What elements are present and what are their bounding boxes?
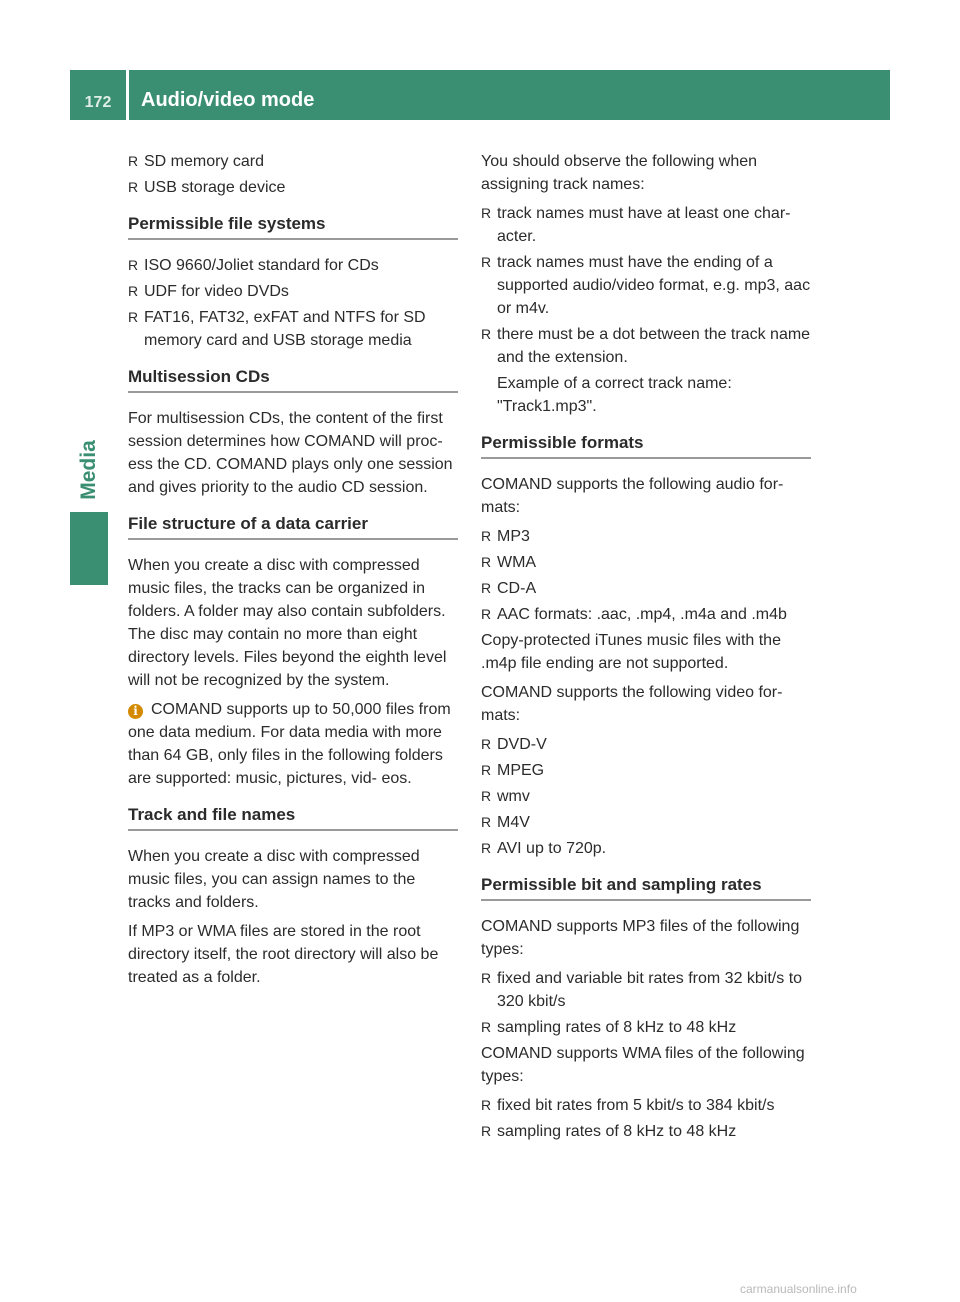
list-item: R AVI up to 720p. bbox=[481, 837, 811, 860]
list-item: R fixed bit rates from 5 kbit/s to 384 kbit/s bbox=[481, 1094, 811, 1117]
list-item: R FAT16, FAT32, exFAT and NTFS for SD memory card and USB storage media bbox=[128, 306, 458, 352]
right-column bbox=[481, 150, 811, 1146]
paragraph: When you create a disc with compressed music files, the tracks can be organized in folders. A folder may also contain subfolders. The disc may contain no more than eight directory levels. Files beyond the eighth level will not be recognized by the system. bbox=[128, 557, 447, 689]
list-item: R MP3 bbox=[481, 525, 811, 548]
list-item: R AAC formats: .aac, .mp4, .m4a and .m4b bbox=[481, 603, 811, 626]
paragraph: When you create a disc with compressed music files, you can assign names to the tracks and folders. bbox=[128, 848, 420, 911]
list-item: R M4V bbox=[481, 811, 811, 834]
list-item: R SD memory card bbox=[128, 150, 458, 173]
list-item: R MPEG bbox=[481, 759, 811, 782]
section-heading: File structure of a data carrier bbox=[128, 512, 458, 540]
list-item: R there must be a dot between the track name and the extension. bbox=[481, 323, 811, 369]
paragraph: If MP3 or WMA files are stored in the root directory itself, the root directory will also be treated as a folder. bbox=[128, 923, 439, 986]
example-text: Example of a correct track name: "Track1.mp3". bbox=[497, 375, 732, 415]
note-text: COMAND supports up to 50,000 files from one data medium. For data media with more than 64 GB, only files in the following folders are supported: music, pictures, vid- eos. bbox=[128, 701, 451, 787]
list-item: R USB storage device bbox=[128, 176, 458, 199]
header-divider bbox=[126, 70, 129, 120]
footer-watermark: carmanualsonline.info bbox=[740, 1282, 857, 1296]
side-tab-label: Media bbox=[77, 440, 101, 500]
side-tab-block bbox=[70, 512, 108, 585]
section-heading: Permissible bit and sampling rates bbox=[481, 873, 811, 901]
list-item: R DVD-V bbox=[481, 733, 811, 756]
page-number: 172 bbox=[84, 94, 112, 111]
section-heading: Multisession CDs bbox=[128, 365, 458, 393]
list-item: R WMA bbox=[481, 551, 811, 574]
list-item: R sampling rates of 8 kHz to 48 kHz bbox=[481, 1016, 811, 1039]
list-item: R UDF for video DVDs bbox=[128, 280, 458, 303]
paragraph: For multisession CDs, the content of the first session determines how COMAND will proc- ess the CD. COMAND plays only one session and gives priority to the audio CD session. bbox=[128, 410, 453, 496]
paragraph: You should observe the following when assigning track names: bbox=[481, 153, 758, 193]
paragraph: COMAND supports the following video for- mats: bbox=[481, 684, 783, 724]
list-item: R sampling rates of 8 kHz to 48 kHz bbox=[481, 1120, 811, 1143]
section-heading: Permissible file systems bbox=[128, 212, 458, 240]
info-icon: i bbox=[128, 704, 143, 719]
page-title: Audio/video mode bbox=[141, 89, 315, 111]
section-heading: Permissible formats bbox=[481, 431, 811, 459]
list-item: R CD-A bbox=[481, 577, 811, 600]
left-column bbox=[128, 150, 458, 995]
list-item: R track names must have the ending of a supported audio/video format, e.g. mp3, aac or m4v. bbox=[481, 251, 811, 320]
paragraph: COMAND supports MP3 files of the following types: bbox=[481, 918, 800, 958]
section-heading: Track and file names bbox=[128, 803, 458, 831]
info-note bbox=[128, 698, 458, 790]
paragraph: COMAND supports WMA files of the following types: bbox=[481, 1045, 805, 1085]
list-item: R track names must have at least one char- acter. bbox=[481, 202, 811, 248]
list-item: R wmv bbox=[481, 785, 811, 808]
list-item: R fixed and variable bit rates from 32 kbit/s to 320 kbit/s bbox=[481, 967, 811, 1013]
paragraph: COMAND supports the following audio for- mats: bbox=[481, 476, 784, 516]
list-item: R ISO 9660/Joliet standard for CDs bbox=[128, 254, 458, 277]
paragraph: Copy-protected iTunes music files with the .m4p file ending are not supported. bbox=[481, 632, 781, 672]
